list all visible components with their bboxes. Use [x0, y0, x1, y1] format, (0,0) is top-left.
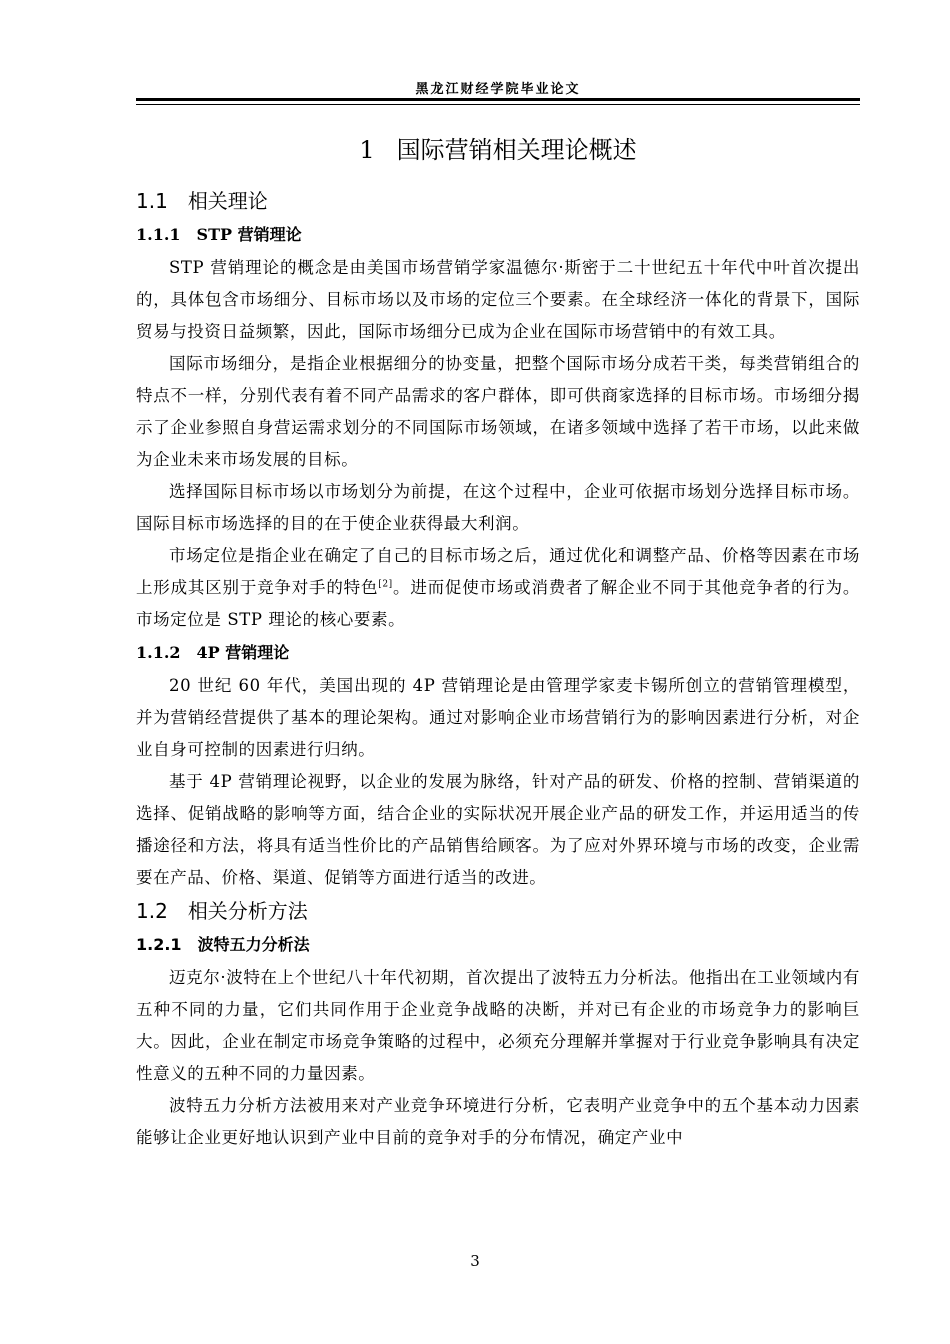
page-body — [136, 128, 860, 1154]
citation-ref[interactable]: [2] — [378, 579, 393, 590]
running-header: 黑龙江财经学院毕业论文 — [415, 82, 581, 97]
section-number: 1.2 — [136, 899, 168, 923]
subsection-title: 波特五力分析法 — [197, 935, 310, 954]
subsection-heading-1-1-1 — [136, 218, 860, 252]
chapter-title — [136, 128, 860, 172]
paragraph: 20 世纪 60 年代，美国出现的 4P 营销理论是由管理学家麦卡锡所创立的营销管理模型，并为营销经营提供了基本的理论架构。通过对影响企业市场营销行为的影响因素进行分析，对企业自身可控制的因素进行归纳。 — [136, 676, 860, 759]
section-heading-1-2 — [136, 894, 860, 928]
paragraph: 波特五力分析方法被用来对产业竞争环境进行分析，它表明产业竞争中的五个基本动力因素能够让企业更好地认识到产业中目前的竞争对手的分布情况，确定产业中 — [136, 1096, 860, 1147]
paragraph-with-citation — [136, 540, 860, 636]
paragraph-text: 。进而促使市场或消费者了解企业不同于其他竞争者的行为。市场定位是 STP 理论的核心要素。 — [136, 578, 860, 629]
subsection-number: 1.1.1 — [136, 225, 181, 244]
paragraph-text: 市场定位是指企业在确定了自己的目标市场之后，通过优化和调整产品、价格等因素在市场上形成其区别于竞争对手的特色 — [136, 546, 860, 597]
header-rule-thick — [136, 98, 860, 101]
subsection-number: 1.1.2 — [136, 643, 181, 662]
section-title: 相关分析方法 — [187, 899, 308, 923]
section-number: 1.1 — [136, 189, 168, 213]
chapter-title-text: 国际营销相关理论概述 — [396, 136, 637, 164]
paragraph: STP 营销理论的概念是由美国市场营销学家温德尔·斯密于二十世纪五十年代中叶首次提出的，具体包含市场细分、目标市场以及市场的定位三个要素。在全球经济一体化的背景下，国际贸易与投资日益频繁，因此，国际市场细分已成为企业在国际市场营销中的有效工具。 — [136, 258, 860, 341]
paragraph: 基于 4P 营销理论视野，以企业的发展为脉络，针对产品的研发、价格的控制、营销渠道的选择、促销战略的影响等方面，结合企业的实际状况开展企业产品的研发工作，并运用适当的传播途径和方法，将具有适当性价比的产品销售给顾客。为了应对外界环境与市场的改变，企业需要在产品、价格、渠道、促销等方面进行适当的改进。 — [136, 772, 860, 887]
page-number: 3 — [470, 1252, 480, 1270]
subsection-title: 4P 营销理论 — [196, 643, 290, 662]
section-title: 相关理论 — [187, 189, 268, 213]
section-heading-1-1 — [136, 184, 860, 218]
header-rule-thin — [136, 104, 860, 105]
paragraph: 国际市场细分，是指企业根据细分的协变量，把整个国际市场分成若干类，每类营销组合的特点不一样，分别代表有着不同产品需求的客户群体，即可供商家选择的目标市场。市场细分揭示了企业参照自身营运需求划分的不同国际市场领域，在诸多领域中选择了若干市场，以此来做为企业未来市场发展的目标。 — [136, 354, 860, 469]
subsection-heading-1-2-1 — [136, 928, 860, 962]
subsection-heading-1-1-2 — [136, 636, 860, 670]
paragraph: 迈克尔·波特在上个世纪八十年代初期，首次提出了波特五力分析法。他指出在工业领域内有五种不同的力量，它们共同作用于企业竞争战略的决断，并对已有企业的市场竞争力的影响巨大。因此，企业在制定市场竞争策略的过程中，必须充分理解并掌握对于行业竞争影响具有决定性意义的五种不同的力量因素。 — [136, 968, 860, 1083]
paragraph: 选择国际目标市场以市场划分为前提，在这个过程中，企业可依据市场划分选择目标市场。国际目标市场选择的目的在于使企业获得最大利润。 — [136, 482, 860, 533]
chapter-number: 1 — [359, 136, 375, 164]
subsection-number: 1.2.1 — [136, 935, 182, 954]
subsection-title: STP 营销理论 — [196, 225, 302, 244]
